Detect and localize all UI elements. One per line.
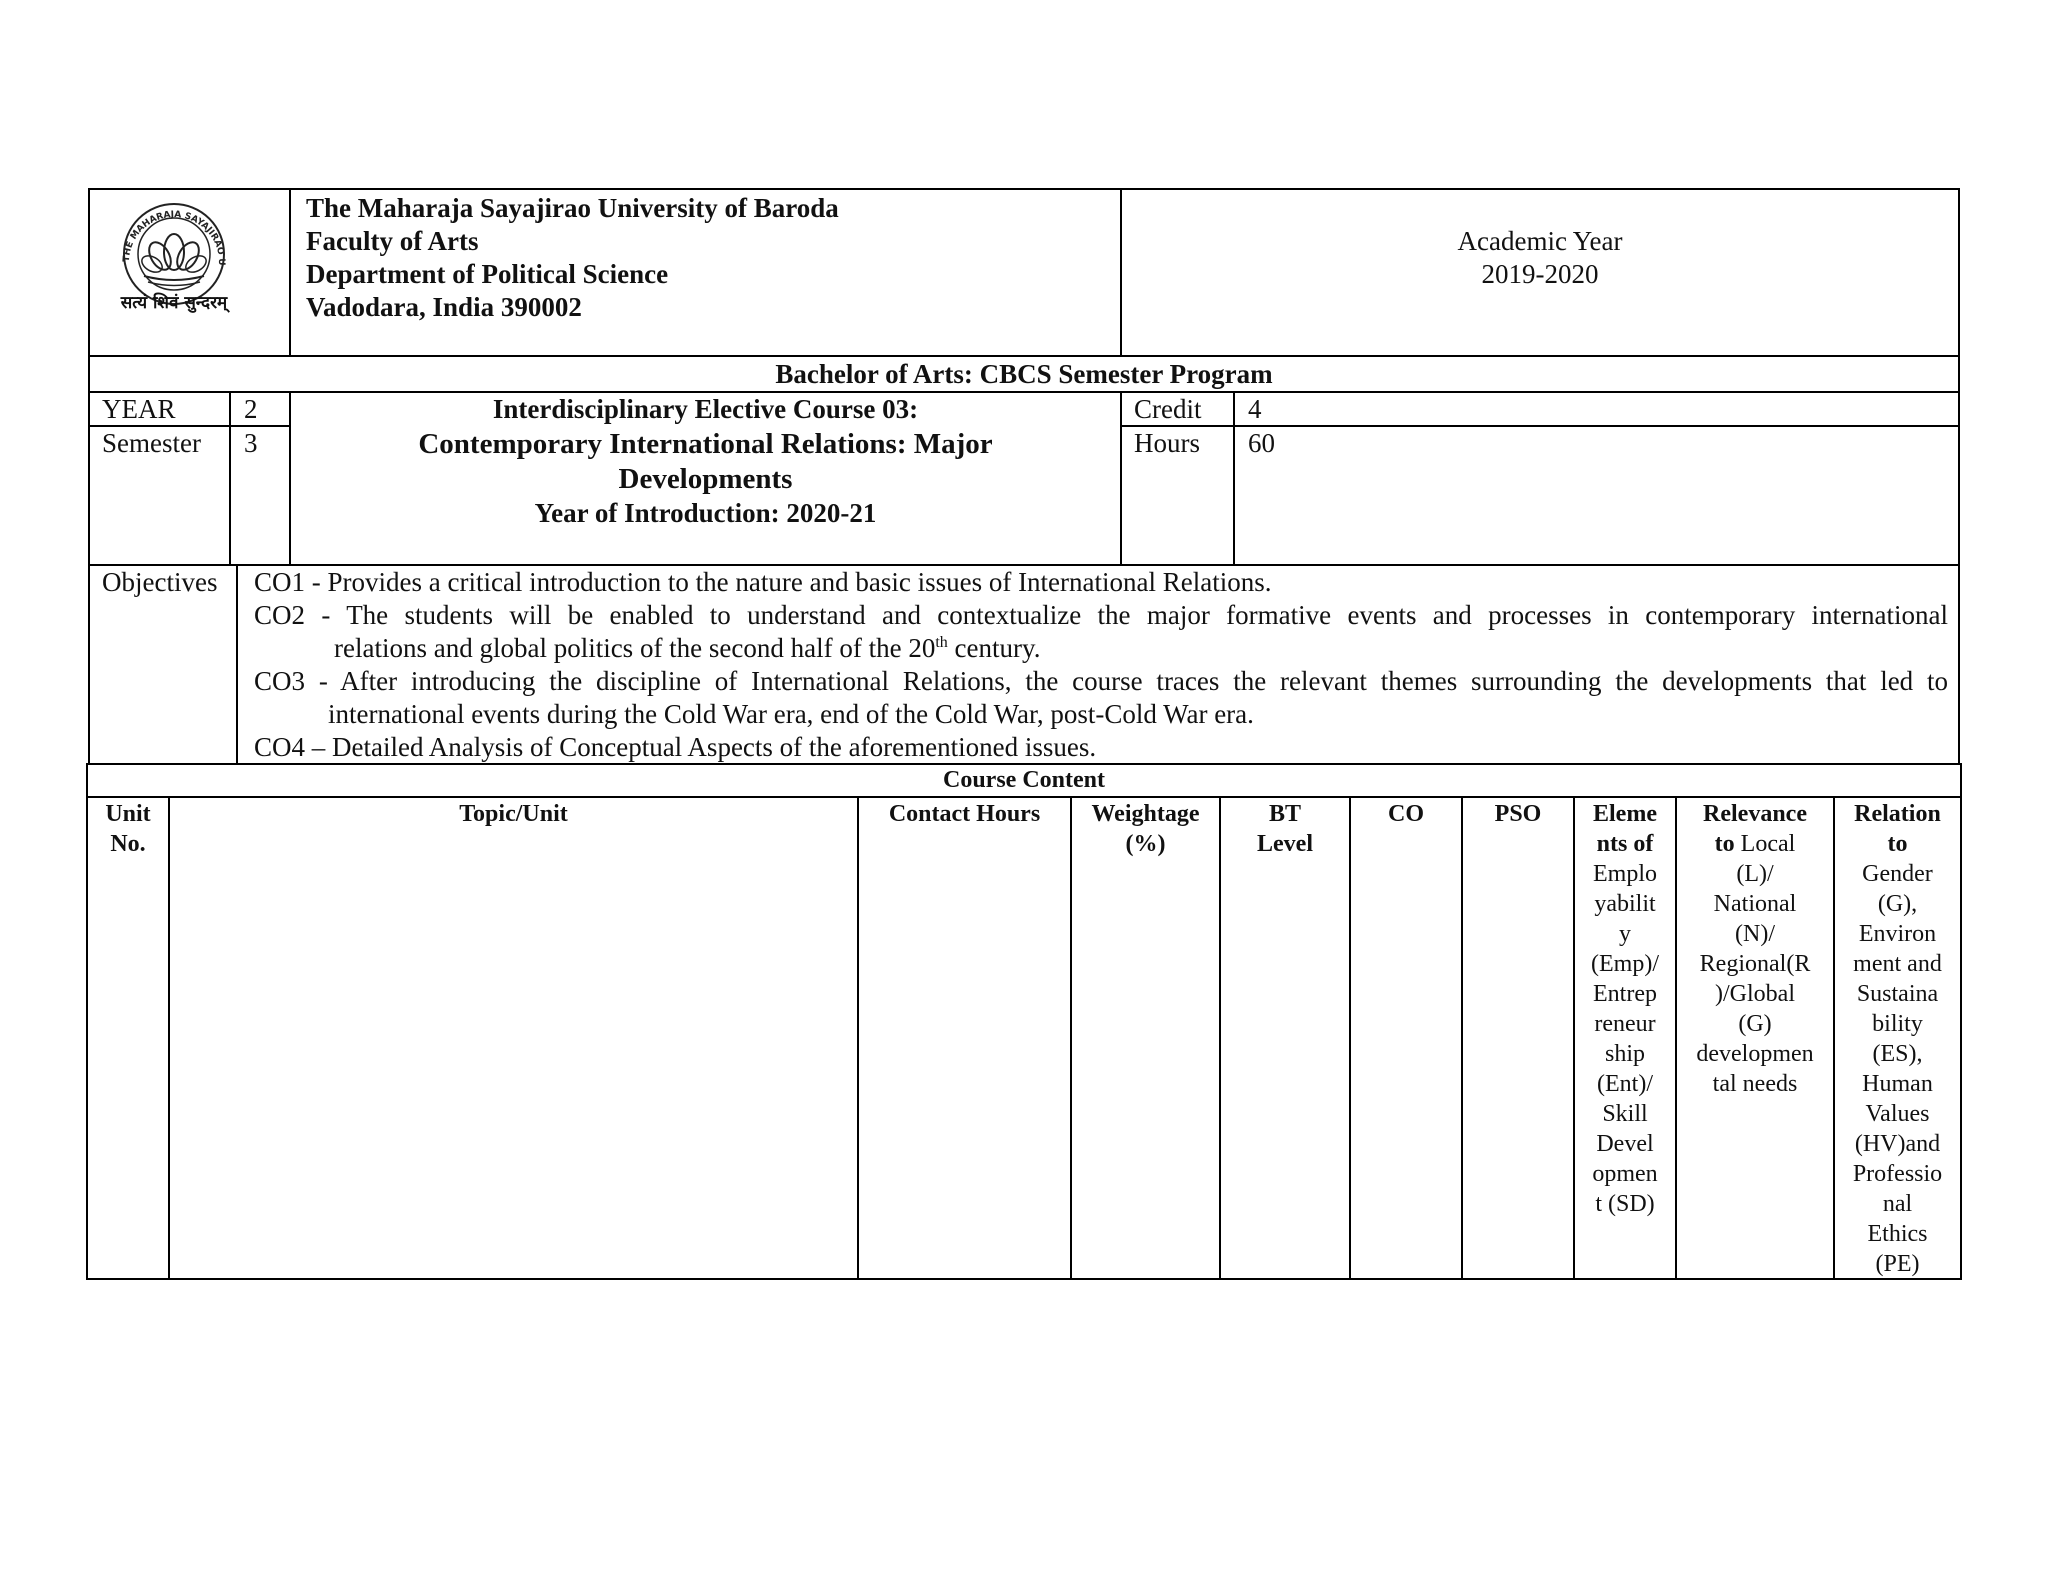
objective-co2-line2: relations and global politics of the second half of the 20th century. (334, 633, 1041, 663)
objective-co3-line2: international events during the Cold War era, end of the Cold War, post-Cold War era. (328, 699, 1254, 729)
year-value: 2 (244, 394, 258, 424)
hours-value: 60 (1248, 428, 1275, 458)
col-topic: Topic/Unit (459, 801, 568, 827)
cc-col-5 (1349, 796, 1351, 1280)
header-divider-logo (289, 188, 291, 357)
col-divider-4 (1233, 391, 1235, 566)
faculty-name: Faculty of Arts (306, 226, 479, 256)
logo-motto: सत्यं शिवं सुन्दरम् (120, 293, 228, 313)
course-code: Interdisciplinary Elective Course 03: (492, 394, 919, 424)
col-employability: Eleme nts of Emplo yabilit y (Emp)/ Entrep reneur ship (Ent)/ Skill Devel opmen t (SD) (1591, 801, 1659, 1217)
cc-col-6 (1461, 796, 1463, 1280)
year-row-divider-right (1120, 425, 1960, 427)
academic-year-value: 2019-2020 (1481, 259, 1599, 289)
objective-co3-line1: CO3 - After introducing the discipline of International Relations, the course traces the relevant themes surrounding the developments that led to (254, 666, 1948, 696)
university-address: Vadodara, India 390002 (306, 292, 582, 322)
objectives-divider (236, 564, 238, 765)
cc-col-3 (1070, 796, 1072, 1280)
academic-year-label: Academic Year (1457, 226, 1623, 256)
cc-col-4 (1219, 796, 1221, 1280)
hours-label: Hours (1134, 428, 1200, 458)
university-name: The Maharaja Sayajirao University of Baroda (306, 193, 839, 223)
logo-ring-text: THE MAHARAJA SAYAJIRAO U (121, 209, 227, 266)
credit-value: 4 (1248, 394, 1262, 424)
objective-co1: CO1 - Provides a critical introduction to the nature and basic issues of International Relations. (254, 567, 1272, 597)
col-gender-env: Relation to Gender (G), Environ ment and Sustaina bility (ES), Human Values (HV)and Professio nal Ethics (PE) (1852, 801, 1943, 1277)
cc-col-2 (857, 796, 859, 1280)
credit-label: Credit (1134, 394, 1202, 424)
objective-co2-line1: CO2 - The students will be enabled to understand and contextualize the major formative events and processes in contemporary international (254, 600, 1948, 630)
year-of-introduction: Year of Introduction: 2020-21 (534, 498, 877, 528)
col-co: CO (1388, 801, 1424, 827)
year-label: YEAR (102, 394, 176, 424)
semester-value: 3 (244, 428, 258, 458)
semester-label: Semester (102, 428, 201, 458)
objectives-label: Objectives (102, 567, 218, 597)
col-relevance: Relevance to Local (L)/ National (N)/ Regional(R )/Global (G) developmen tal needs (1696, 801, 1814, 1097)
program-title: Bachelor of Arts: CBCS Semester Program (775, 359, 1273, 389)
course-content-title: Course Content (943, 767, 1105, 793)
course-title-line1: Contemporary International Relations: Major (418, 428, 993, 460)
department-name: Department of Political Science (306, 259, 669, 289)
col-contact-hours: Contact Hours (888, 801, 1041, 827)
col-weightage: Weightage (%) (1091, 801, 1200, 857)
cc-col-1 (168, 796, 170, 1280)
col-divider-3 (1120, 391, 1122, 566)
col-pso: PSO (1494, 801, 1542, 827)
course-title-line2: Developments (618, 463, 793, 495)
course-content-title-divider (86, 796, 1962, 798)
col-divider-1 (229, 391, 231, 566)
col-bt-level: BT Level (1257, 801, 1313, 857)
col-unit-no: Unit No. (105, 801, 151, 857)
objective-co4: CO4 – Detailed Analysis of Conceptual Aspects of the aforementioned issues. (254, 732, 1097, 762)
